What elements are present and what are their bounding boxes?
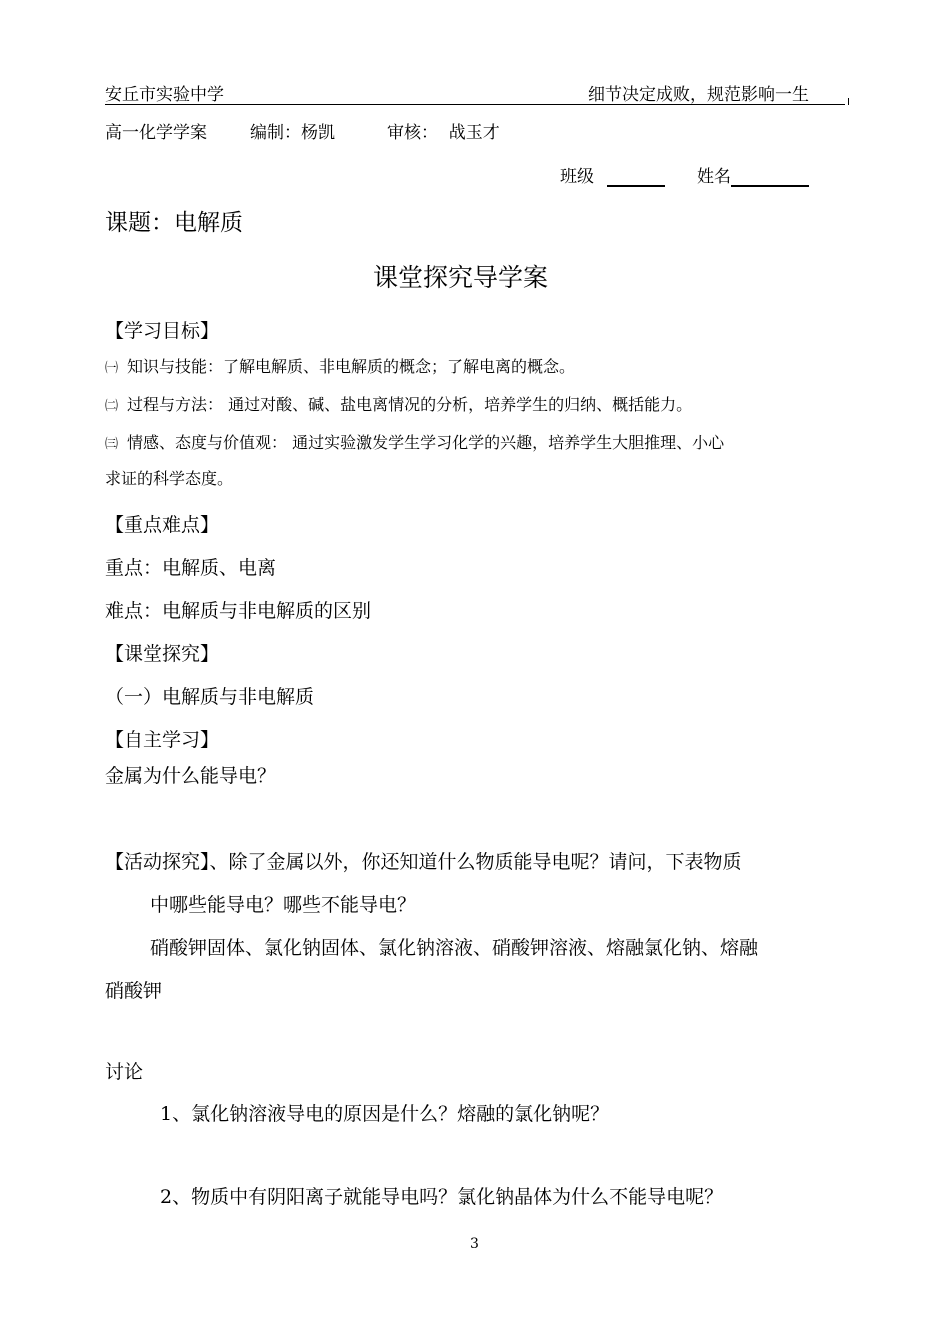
discussion-heading: 讨论 [105,1061,144,1083]
objective-text: 情感、态度与价值观： 通过实验激发学生学习化学的兴趣，培养学生大胆推理、小心 [127,433,725,452]
class-blank[interactable] [607,167,665,187]
objective-item [105,430,724,453]
discussion-question: 1、氯化钠溶液导电的原因是什么？熔融的氯化钠呢？ [160,1103,610,1125]
name-label: 姓名 [697,167,731,187]
discussion-question: 2、物质中有阴阳离子就能导电吗？氯化钠晶体为什么不能导电呢？ [160,1186,724,1208]
name-field [697,162,809,187]
activity-text: 【活动探究】、除了金属以外，你还知道什么物质能导电呢？请问，下表物质 [105,851,742,873]
page-number: 3 [470,1236,479,1252]
focus-point: 重点：电解质、电离 [105,557,277,579]
objective-marker: ㈠ [105,361,119,376]
header-motto: 细节决定成败，规范影响一生 [588,85,809,105]
course-label: 高一化学学案 [105,123,207,143]
header-rule [105,104,845,105]
self-study-question: 金属为什么能导电？ [105,765,277,787]
class-field [560,162,665,187]
header-rule-tick [848,98,849,105]
materials-list: 硝酸钾固体、氯化钠固体、氯化钠溶液、硝酸钾溶液、熔融氯化钠、熔融 [150,937,759,959]
inquiry-heading: 【课堂探究】 [105,643,220,665]
difficulty-point: 难点：电解质与非电解质的区别 [105,600,372,622]
topic: 课题：电解质 [105,210,243,236]
objective-marker: ㈢ [105,437,119,452]
self-study-heading: 【自主学习】 [105,729,220,751]
objective-item [105,354,575,377]
main-title: 课堂探究导学案 [373,263,549,292]
reviewer-label: 审核： 战玉才 [387,123,500,143]
objective-text: 知识与技能：了解电解质、非电解质的概念；了解电离的概念。 [127,357,576,376]
class-label: 班级 [560,167,594,187]
objective-marker: ㈡ [105,399,119,414]
objective-text: 过程与方法： 通过对酸、碱、盐电离情况的分析，培养学生的归纳、概括能力。 [127,395,693,414]
objectives-heading: 【学习目标】 [105,320,220,342]
editor-label: 编制：杨凯 [250,123,335,143]
objective-item [105,392,692,415]
materials-list-continued: 硝酸钾 [105,980,163,1002]
school-name: 安丘市实验中学 [105,85,224,105]
name-blank[interactable] [731,167,809,187]
objective-continuation: 求证的科学态度。 [105,469,234,488]
section-title: （一）电解质与非电解质 [105,686,315,708]
keypoints-heading: 【重点难点】 [105,514,220,536]
activity-text-continued: 中哪些能导电？哪些不能导电？ [150,894,417,916]
